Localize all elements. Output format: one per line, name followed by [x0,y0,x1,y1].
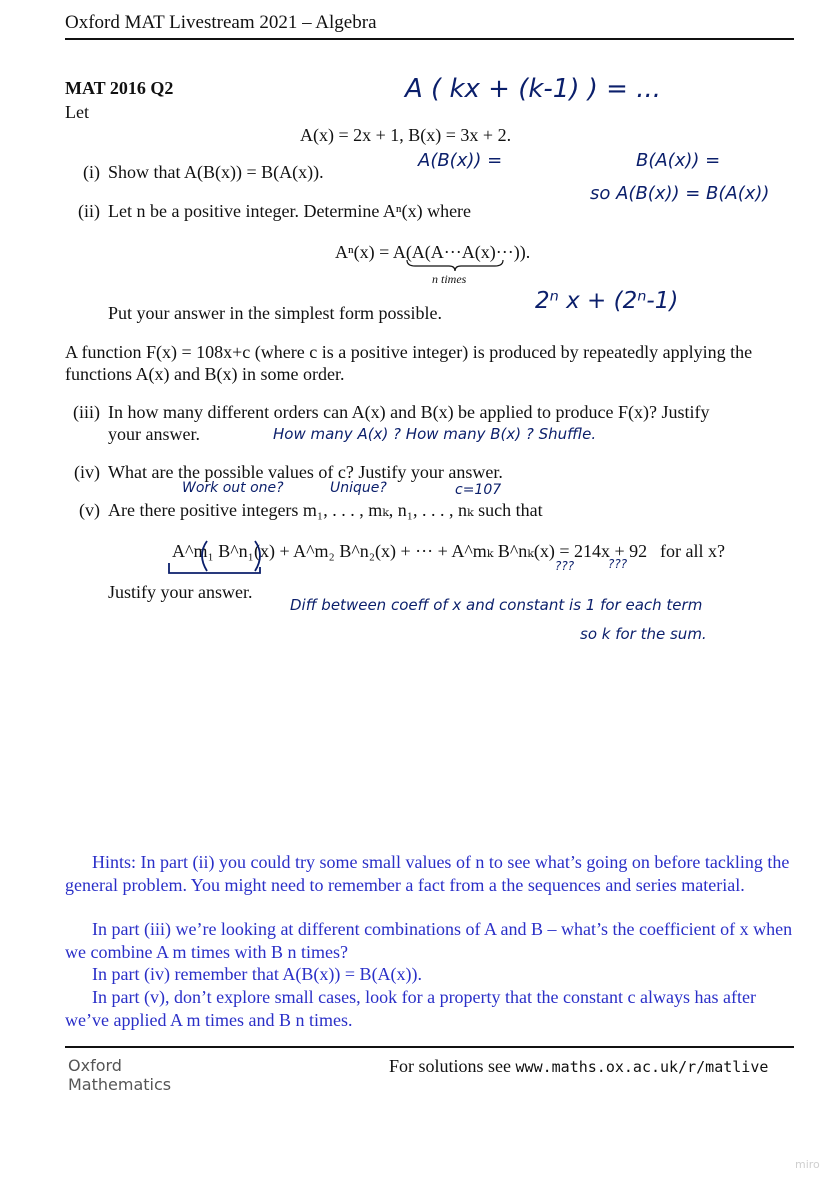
part-v-label: (v) [79,500,100,520]
handwriting-question-marks-2: ??? [608,557,628,571]
part-iv-label: (iv) [74,462,100,482]
hint-v: In part (v), don’t explore small cases, look for a property that the constant c always has after we’ve applied A m times and B n times. [65,987,756,1030]
handwriting-v-note1: Diff between coeff of x and constant is 1 for each term [290,596,703,614]
handwriting-question-marks-1: ??? [555,559,575,573]
part-i-label: (i) [83,162,100,182]
hint-iii: In part (iii) we’re looking at different combinations of A and B – what’s the coefficient of x when we combine A m times with B n times? [65,919,793,962]
part-ii-equation: Aⁿ(x) = A(A(A···A(x)···)). [335,242,531,262]
footer-solutions-url[interactable]: www.maths.ox.ac.uk/r/matlive [515,1058,769,1076]
handwriting-ba: B(A(x)) = [636,150,721,171]
hint-iv: In part (iv) remember that A(B(x)) = B(A(x)). [92,964,423,984]
part-v-equation-suffix: for all x? [660,541,725,561]
part-ii-label: (ii) [78,201,100,221]
handwriting-iv-note1: Work out one? [182,480,284,496]
underbrace-label: n times [432,272,467,286]
part-v-equation: A^m₁ B^n₁(x) + A^m₂ B^n₂(x) + ··· + A^mₖ B^nₖ(x) = 214x + 92 [172,541,648,561]
handwriting-iv-note3: c=107 [455,482,502,498]
part-iii-text-line1: In how many different orders can A(x) and B(x) be applied to produce F(x)? Justify [108,402,710,422]
handwriting-top: A ( kx + (k-1) ) = ... [405,74,662,104]
definition-equation: A(x) = 2x + 1, B(x) = 3x + 2. [300,125,512,145]
part-i-text: Show that A(B(x)) = B(A(x)). [108,162,324,182]
question-title: MAT 2016 Q2 [65,78,174,98]
footer-solutions-prefix: For solutions see [389,1056,512,1076]
question-intro: Let [65,102,89,122]
part-ii-text: Let n be a positive integer. Determine Aⁿ(x) where [108,201,472,221]
part-iii-label: (iii) [73,402,100,422]
header-rule [65,38,794,40]
oxford-mathematics-logo [68,1056,171,1094]
part-iii-text-line2: your answer. [108,424,200,444]
logo-line2: Mathematics [68,1075,172,1094]
handwriting-bracket-marks [165,535,275,580]
handwriting-so: so A(B(x)) = B(A(x)) [590,183,770,204]
handwriting-v-note2: so k for the sum. [580,625,707,643]
miro-watermark: miro [795,1158,820,1171]
handwriting-ab: A(B(x)) = [418,150,503,171]
part-v-text: Are there positive integers m₁, . . . , mₖ, n₁, . . . , nₖ such that [108,500,543,520]
part-iv-text: What are the possible values of c? Justify your answer. [108,462,503,482]
handwriting-iii-note: How many A(x) ? How many B(x) ? Shuffle. [273,425,597,443]
page-header-title: Oxford MAT Livestream 2021 – Algebra [65,12,377,33]
handwriting-iv-note2: Unique? [330,480,387,496]
footer-solutions [389,1055,768,1078]
footer-rule [65,1046,794,1048]
function-paragraph: A function F(x) = 108x+c (where c is a positive integer) is produced by repeatedly applying the functions A(x) and B(x) in some order. [65,342,753,384]
underbrace [405,258,505,272]
part-v-justify: Justify your answer. [108,582,253,602]
logo-line1: Oxford [68,1056,122,1075]
hint-ii: Hints: In part (ii) you could try some small values of n to see what’s going on before tackling the general problem. You might need to remember a fact from a the sequences and series material. [65,852,790,895]
handwriting-answer-ii: 2ⁿ x + (2ⁿ-1) [535,288,679,314]
part-ii-instruction: Put your answer in the simplest form possible. [108,303,442,323]
